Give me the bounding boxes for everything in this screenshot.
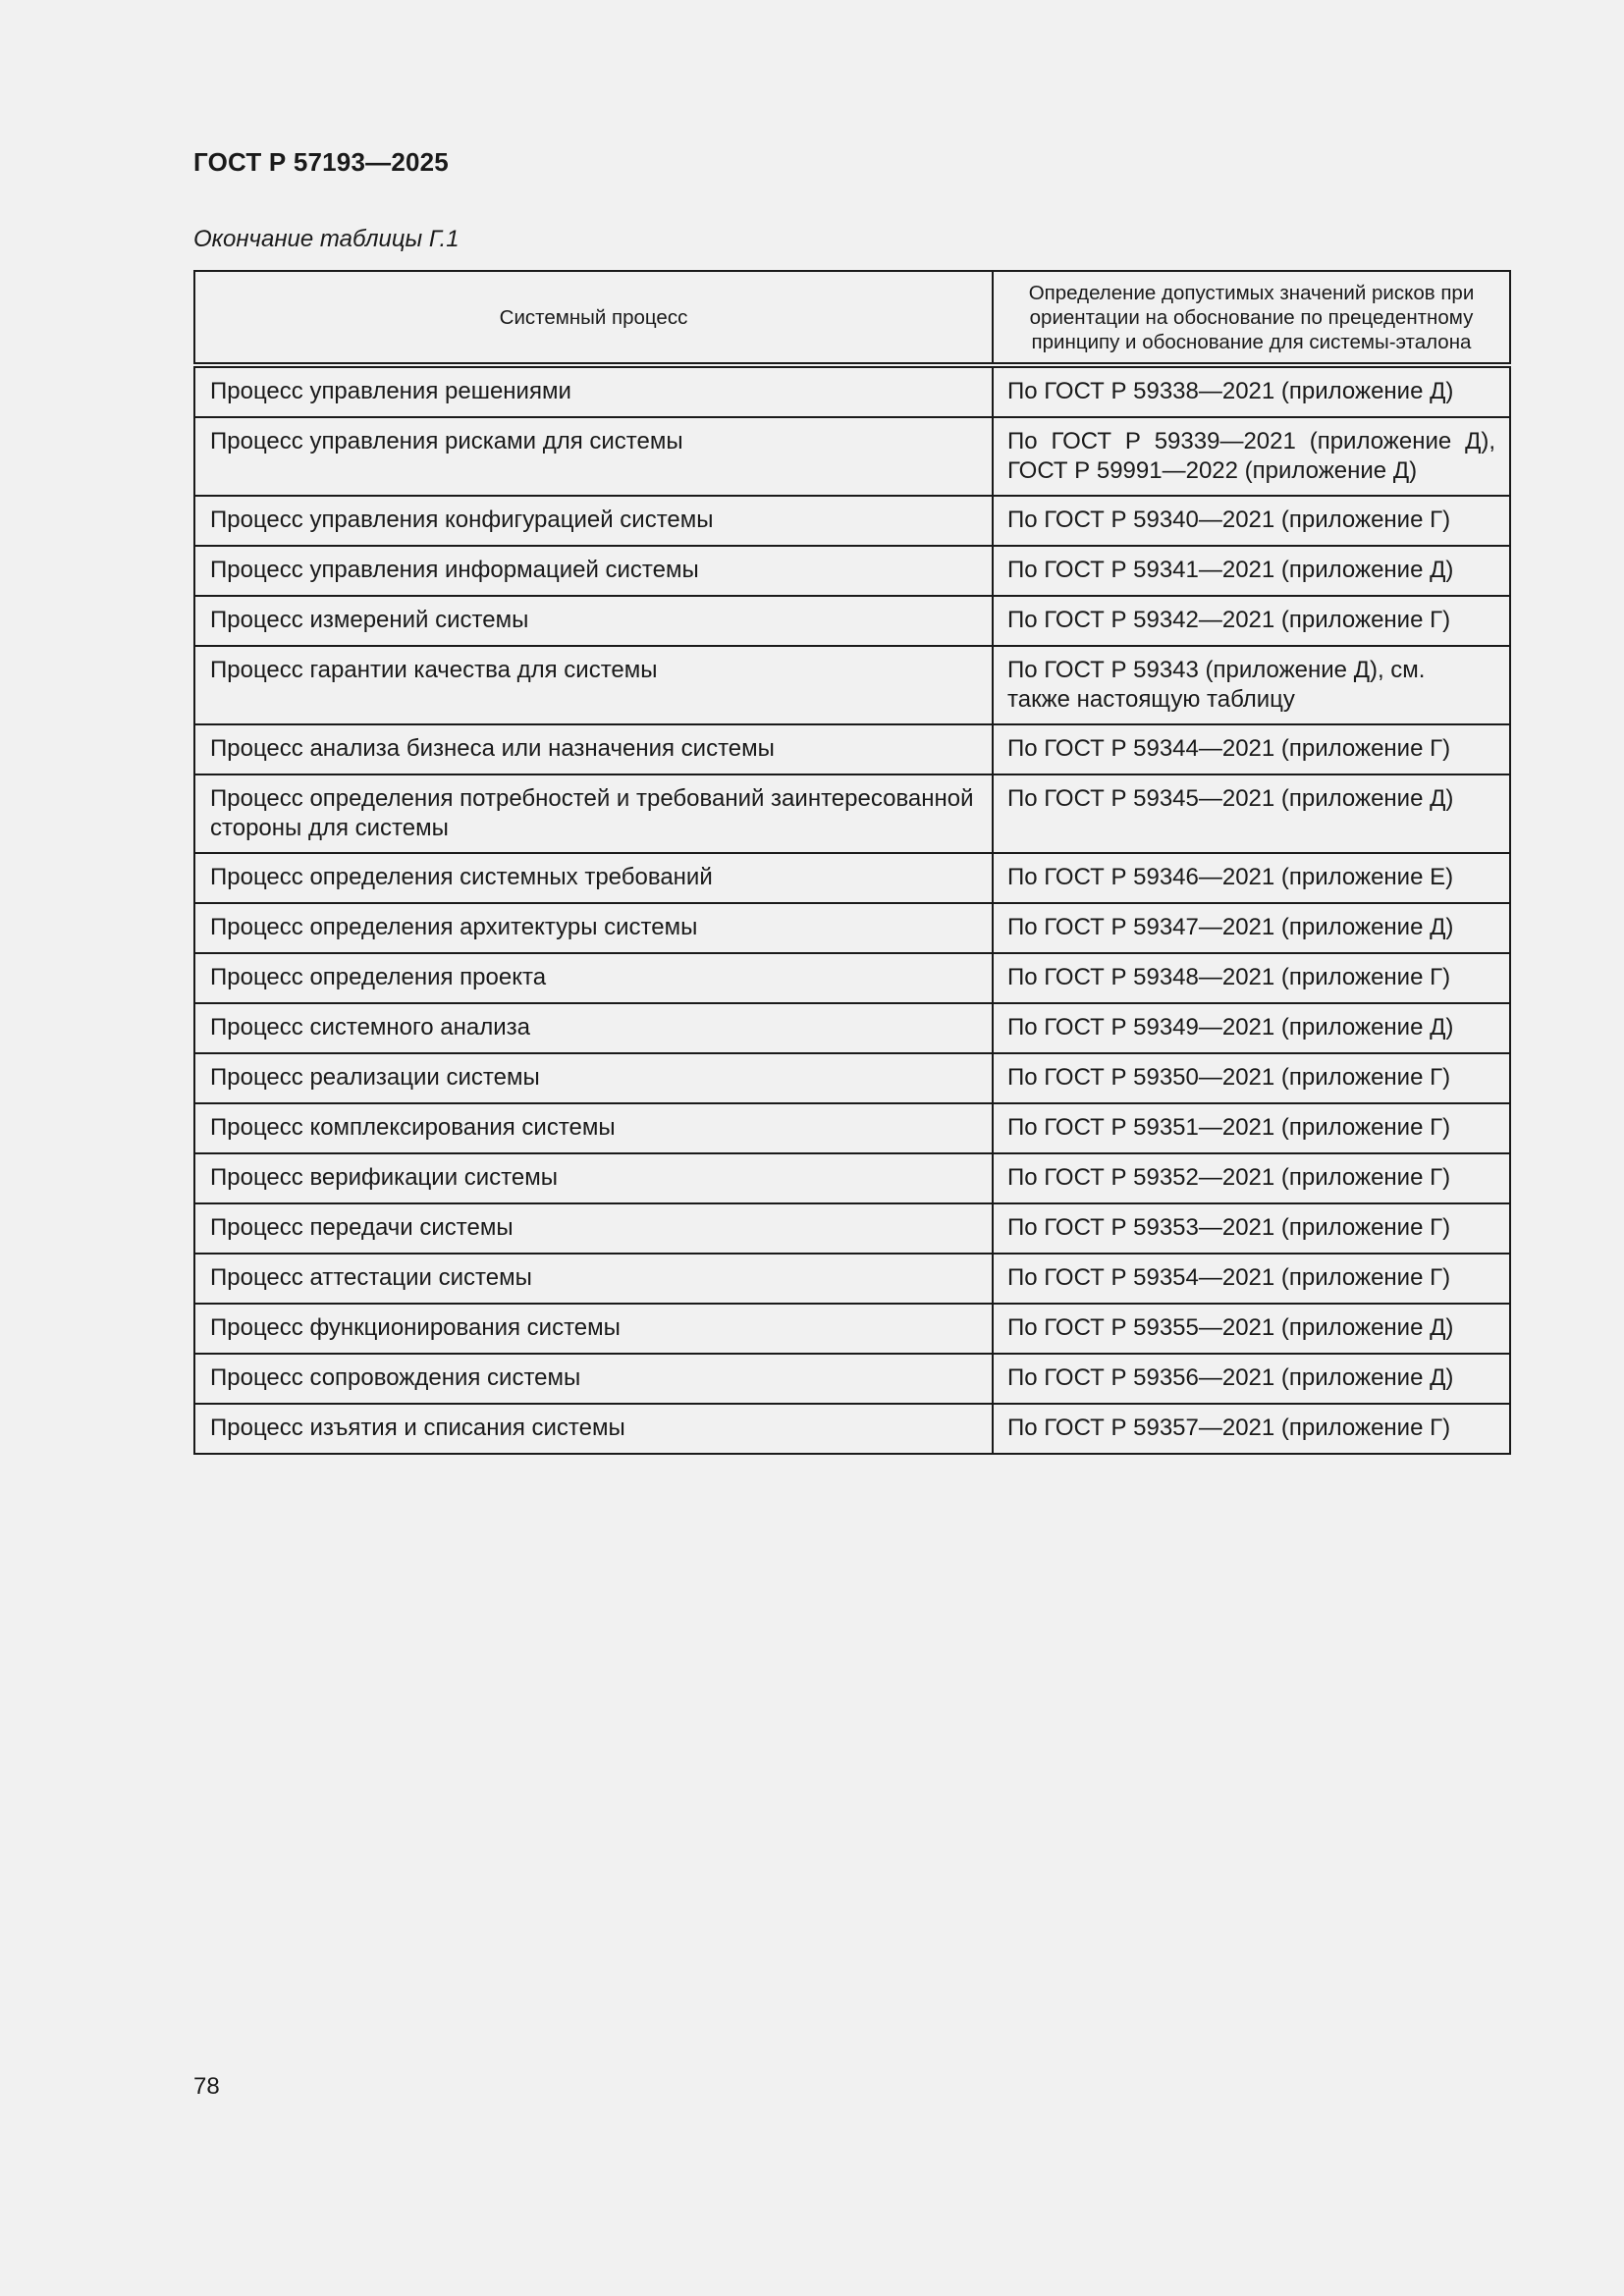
table-row xyxy=(194,546,1510,596)
reference-cell: По ГОСТ Р 59357—2021 (приложение Г) xyxy=(993,1404,1510,1454)
process-cell: Процесс измерений системы xyxy=(194,596,993,646)
table-row xyxy=(194,1254,1510,1304)
table-header-row xyxy=(194,271,1510,365)
process-cell: Процесс функционирования системы xyxy=(194,1304,993,1354)
reference-cell: По ГОСТ Р 59353—2021 (приложение Г) xyxy=(993,1203,1510,1254)
reference-cell: По ГОСТ Р 59355—2021 (приложение Д) xyxy=(993,1304,1510,1354)
table-row xyxy=(194,1354,1510,1404)
table-row xyxy=(194,1053,1510,1103)
table-row xyxy=(194,853,1510,903)
reference-cell: По ГОСТ Р 59341—2021 (приложение Д) xyxy=(993,546,1510,596)
reference-cell: По ГОСТ Р 59352—2021 (приложение Г) xyxy=(993,1153,1510,1203)
column-header-risk-values: Определение допустимых значений рисков при ориентации на обоснование по прецедентному принципу и обоснование для системы-эталона xyxy=(993,271,1510,365)
table-row xyxy=(194,1003,1510,1053)
gost-table xyxy=(193,270,1511,1455)
table-body xyxy=(194,365,1510,1454)
table-row xyxy=(194,1203,1510,1254)
table-row xyxy=(194,365,1510,417)
reference-cell: По ГОСТ Р 59354—2021 (приложение Г) xyxy=(993,1254,1510,1304)
process-cell: Процесс определения потребностей и требований заинтересованной стороны для системы xyxy=(194,774,993,853)
column-header-process: Системный процесс xyxy=(194,271,993,365)
table-row xyxy=(194,496,1510,546)
process-cell: Процесс комплексирования системы xyxy=(194,1103,993,1153)
table-row xyxy=(194,646,1510,724)
process-cell: Процесс определения проекта xyxy=(194,953,993,1003)
table-row xyxy=(194,953,1510,1003)
reference-cell: По ГОСТ Р 59346—2021 (приложение Е) xyxy=(993,853,1510,903)
reference-cell: По ГОСТ Р 59348—2021 (приложение Г) xyxy=(993,953,1510,1003)
reference-cell: По ГОСТ Р 59344—2021 (приложение Г) xyxy=(993,724,1510,774)
table-row xyxy=(194,903,1510,953)
process-cell: Процесс сопровождения системы xyxy=(194,1354,993,1404)
table-head xyxy=(194,271,1510,365)
table-row xyxy=(194,1404,1510,1454)
reference-cell: По ГОСТ Р 59349—2021 (приложение Д) xyxy=(993,1003,1510,1053)
page-number: 78 xyxy=(193,2073,220,2100)
reference-cell: По ГОСТ Р 59338—2021 (приложение Д) xyxy=(993,365,1510,417)
table-row xyxy=(194,596,1510,646)
reference-cell: По ГОСТ Р 59356—2021 (приложение Д) xyxy=(993,1354,1510,1404)
process-cell: Процесс верификации системы xyxy=(194,1153,993,1203)
reference-cell: По ГОСТ Р 59339—2021 (приложение Д), ГОСТ Р 59991—2022 (приложение Д) xyxy=(993,417,1510,496)
process-cell: Процесс управления решениями xyxy=(194,365,993,417)
table-row xyxy=(194,724,1510,774)
document-header: ГОСТ Р 57193—2025 xyxy=(193,147,449,177)
table-row xyxy=(194,774,1510,853)
reference-cell: По ГОСТ Р 59343 (приложение Д), см. также настоящую таблицу xyxy=(993,646,1510,724)
table-row xyxy=(194,417,1510,496)
process-cell: Процесс системного анализа xyxy=(194,1003,993,1053)
process-cell: Процесс анализа бизнеса или назначения системы xyxy=(194,724,993,774)
process-cell: Процесс гарантии качества для системы xyxy=(194,646,993,724)
reference-cell: По ГОСТ Р 59340—2021 (приложение Г) xyxy=(993,496,1510,546)
reference-cell: По ГОСТ Р 59342—2021 (приложение Г) xyxy=(993,596,1510,646)
table-row xyxy=(194,1153,1510,1203)
table-row xyxy=(194,1103,1510,1153)
table-caption: Окончание таблицы Г.1 xyxy=(193,226,460,252)
process-cell: Процесс управления информацией системы xyxy=(194,546,993,596)
process-cell: Процесс управления конфигурацией системы xyxy=(194,496,993,546)
reference-cell: По ГОСТ Р 59350—2021 (приложение Г) xyxy=(993,1053,1510,1103)
process-cell: Процесс передачи системы xyxy=(194,1203,993,1254)
process-cell: Процесс изъятия и списания системы xyxy=(194,1404,993,1454)
process-cell: Процесс реализации системы xyxy=(194,1053,993,1103)
process-cell: Процесс аттестации системы xyxy=(194,1254,993,1304)
reference-cell: По ГОСТ Р 59347—2021 (приложение Д) xyxy=(993,903,1510,953)
process-cell: Процесс определения системных требований xyxy=(194,853,993,903)
table-row xyxy=(194,1304,1510,1354)
process-cell: Процесс определения архитектуры системы xyxy=(194,903,993,953)
reference-cell: По ГОСТ Р 59351—2021 (приложение Г) xyxy=(993,1103,1510,1153)
process-cell: Процесс управления рисками для системы xyxy=(194,417,993,496)
reference-cell: По ГОСТ Р 59345—2021 (приложение Д) xyxy=(993,774,1510,853)
